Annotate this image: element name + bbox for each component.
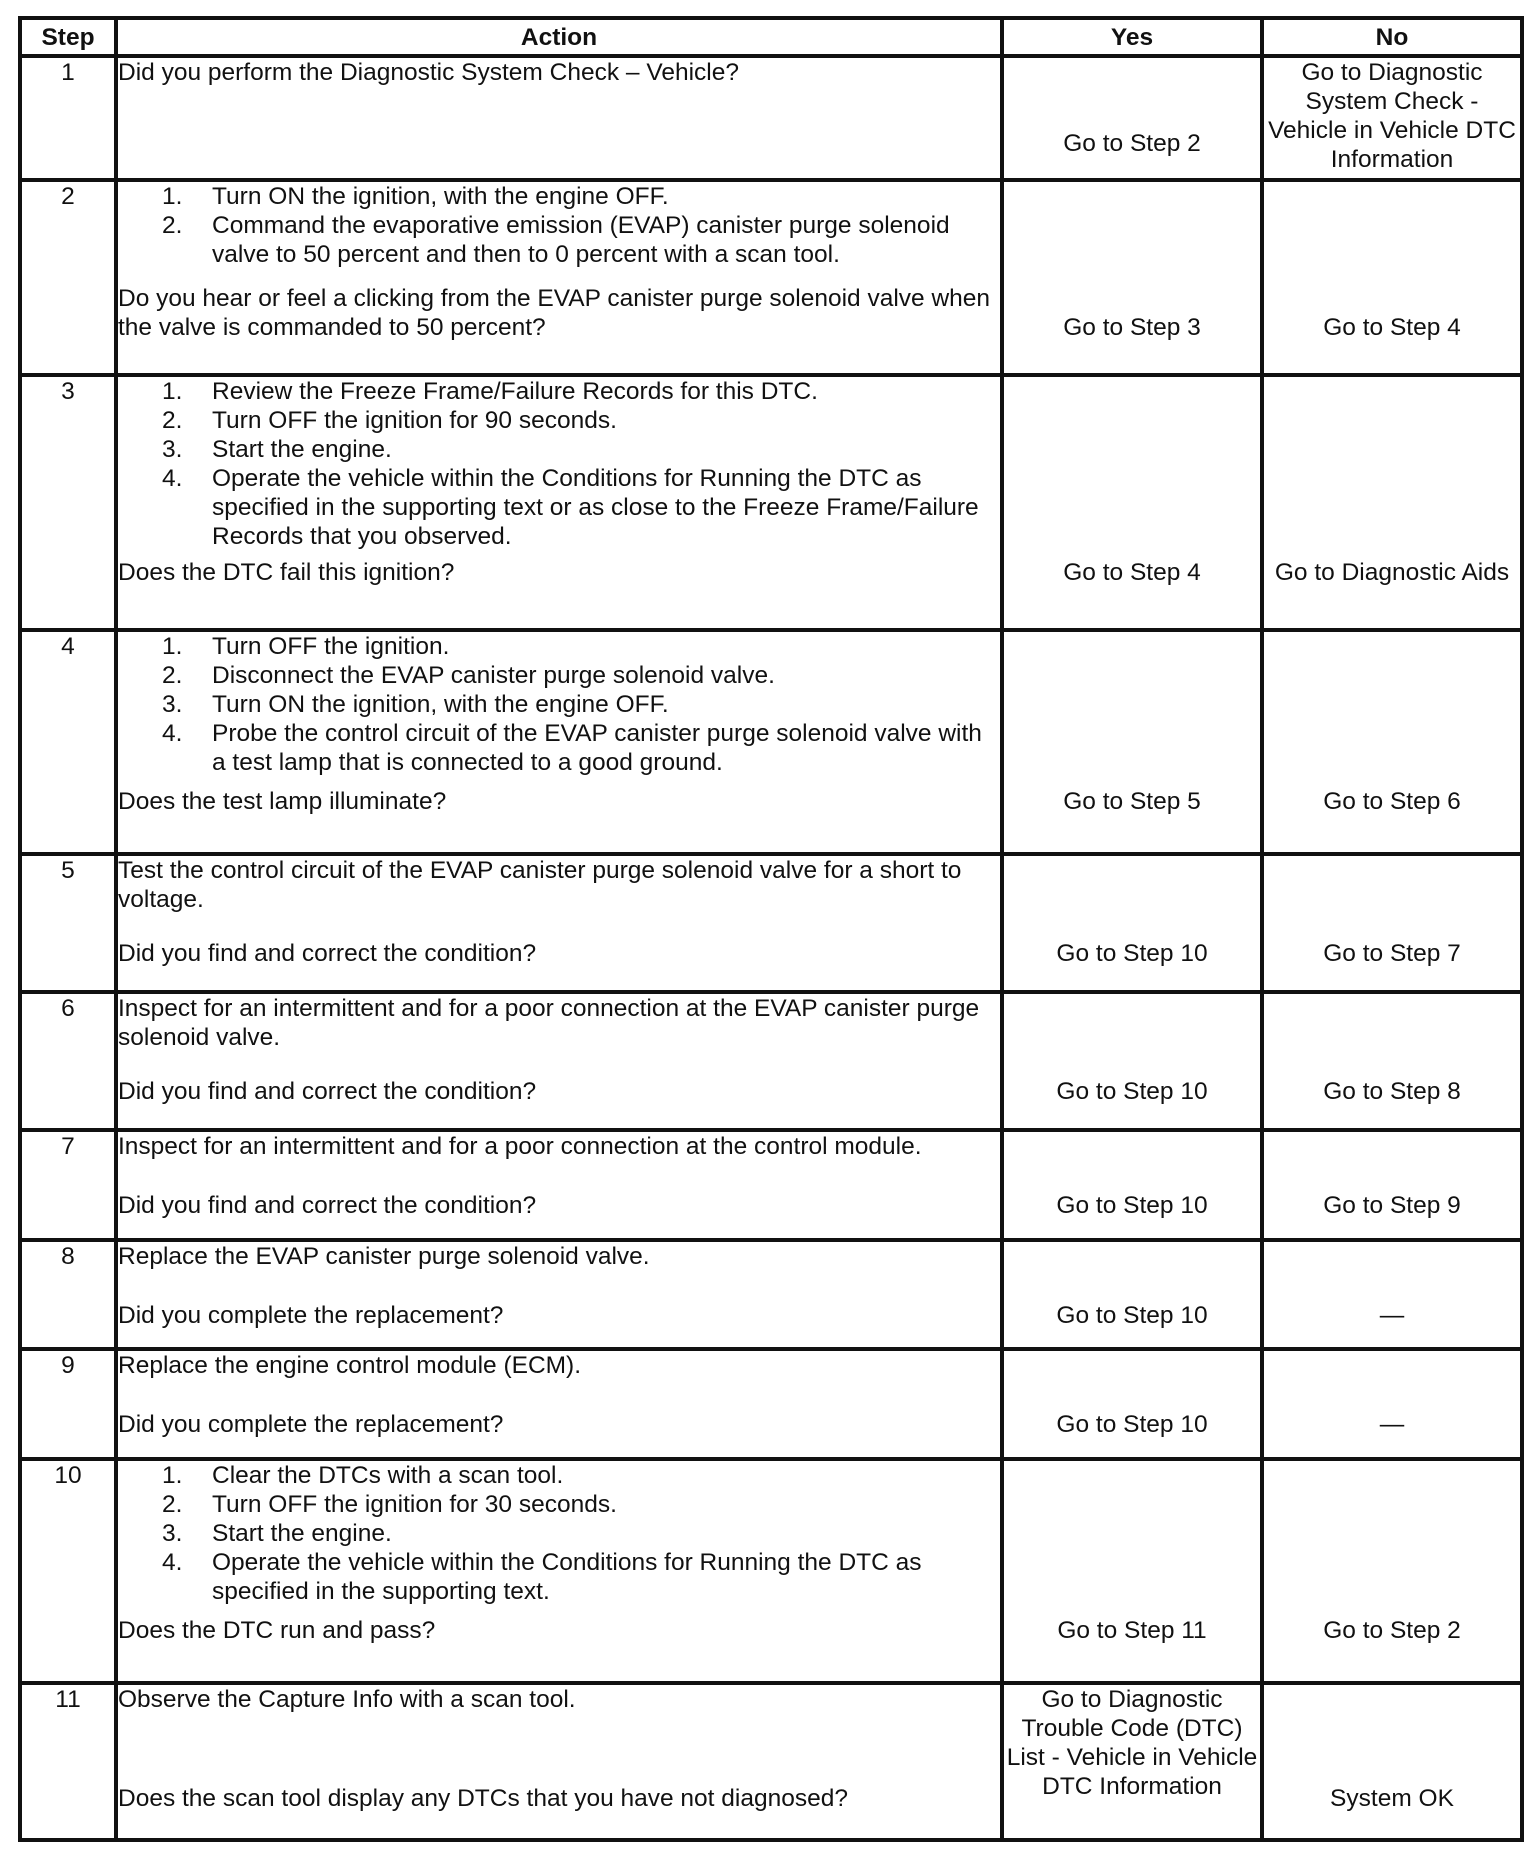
action-step-text: Review the Freeze Frame/Failure Records for this DTC. bbox=[212, 378, 818, 406]
action-step-item bbox=[118, 1461, 1000, 1490]
step-number: 4 bbox=[20, 630, 116, 854]
yes-action: Go to Step 10 bbox=[1056, 1301, 1208, 1329]
action-step-item bbox=[118, 632, 1000, 661]
no-cell bbox=[1262, 630, 1522, 854]
no-cell bbox=[1262, 1459, 1522, 1683]
diagnostic-table bbox=[18, 16, 1524, 1842]
action-question: Did you complete the replacement? bbox=[118, 1301, 504, 1329]
action-cell bbox=[116, 1683, 1002, 1840]
action-step-text: Operate the vehicle within the Conditions for Running the DTC as specified in the supporting text. bbox=[212, 1548, 922, 1605]
no-action: System OK bbox=[1330, 1784, 1454, 1812]
action-step-item bbox=[118, 406, 1000, 435]
action-step-item bbox=[118, 690, 1000, 719]
step-number: 3 bbox=[20, 375, 116, 630]
yes-action: Go to Step 5 bbox=[1063, 787, 1201, 815]
yes-action: Go to Step 3 bbox=[1063, 313, 1201, 341]
no-action: — bbox=[1379, 1301, 1405, 1329]
action-question: Do you hear or feel a clicking from the EVAP canister purge solenoid valve when the valve is commanded to 50 percent? bbox=[118, 284, 991, 341]
action-step-number: 2. bbox=[162, 407, 183, 435]
no-cell bbox=[1262, 1130, 1522, 1240]
step-number: 10 bbox=[20, 1459, 116, 1683]
no-action: — bbox=[1379, 1411, 1405, 1439]
action-cell bbox=[116, 1240, 1002, 1350]
action-step-number: 3. bbox=[162, 690, 183, 718]
action-step-item bbox=[118, 661, 1000, 690]
action-cell bbox=[116, 992, 1002, 1130]
action-instruction: Test the control circuit of the EVAP canister purge solenoid valve for a short to voltage. bbox=[118, 856, 962, 913]
action-step-number: 1. bbox=[162, 378, 183, 406]
action-question: Does the DTC run and pass? bbox=[118, 1616, 436, 1644]
action-cell bbox=[116, 1130, 1002, 1240]
action-step-item bbox=[118, 1490, 1000, 1519]
step-number: 8 bbox=[20, 1240, 116, 1350]
action-step-number: 4. bbox=[162, 465, 183, 493]
action-cell bbox=[116, 1349, 1002, 1459]
no-action: Go to Step 6 bbox=[1323, 787, 1461, 815]
table-row bbox=[20, 1459, 1522, 1683]
yes-action: Go to Step 2 bbox=[1063, 130, 1201, 157]
yes-cell bbox=[1002, 992, 1262, 1130]
table-row bbox=[20, 1349, 1522, 1459]
action-step-text: Command the evaporative emission (EVAP) canister purge solenoid valve to 50 percent and then to 0 percent with a scan tool. bbox=[212, 211, 950, 268]
action-step-text: Start the engine. bbox=[212, 436, 392, 464]
action-cell bbox=[116, 854, 1002, 992]
action-step-text: Turn ON the ignition, with the engine OFF. bbox=[212, 182, 669, 210]
step-number: 9 bbox=[20, 1349, 116, 1459]
action-step-item bbox=[118, 211, 1000, 269]
action-step-number: 4. bbox=[162, 1548, 183, 1576]
action-step-item bbox=[118, 1548, 1000, 1606]
no-action: Go to Diagnostic Aids bbox=[1274, 559, 1510, 587]
action-question: Did you find and correct the condition? bbox=[118, 1192, 537, 1220]
action-step-item bbox=[118, 464, 1000, 551]
action-step-number: 3. bbox=[162, 1519, 183, 1547]
yes-cell bbox=[1002, 854, 1262, 992]
action-steps-list bbox=[118, 632, 1000, 777]
table-row bbox=[20, 180, 1522, 375]
action-question: Did you find and correct the condition? bbox=[118, 1078, 537, 1106]
action-question: Did you complete the replacement? bbox=[118, 1411, 504, 1439]
action-step-text: Probe the control circuit of the EVAP canister purge solenoid valve with a test lamp that is connected to a good ground. bbox=[212, 719, 982, 776]
header-row bbox=[20, 18, 1522, 56]
action-question: Does the DTC fail this ignition? bbox=[118, 559, 455, 587]
action-step-number: 4. bbox=[162, 719, 183, 747]
yes-action: Go to Step 10 bbox=[1056, 1078, 1208, 1106]
action-cell bbox=[116, 1459, 1002, 1683]
yes-cell bbox=[1002, 1683, 1262, 1840]
table-row bbox=[20, 854, 1522, 992]
action-step-text: Turn OFF the ignition for 30 seconds. bbox=[212, 1490, 617, 1518]
no-cell bbox=[1262, 1240, 1522, 1350]
no-action: Go to Step 8 bbox=[1323, 1078, 1461, 1106]
step-number: 2 bbox=[20, 180, 116, 375]
action-cell bbox=[116, 180, 1002, 375]
step-number: 7 bbox=[20, 1130, 116, 1240]
yes-cell bbox=[1002, 56, 1262, 180]
no-action: Go to Step 7 bbox=[1323, 939, 1461, 967]
no-cell bbox=[1262, 992, 1522, 1130]
yes-cell bbox=[1002, 1130, 1262, 1240]
yes-action: Go to Step 10 bbox=[1056, 1411, 1208, 1439]
action-step-number: 2. bbox=[162, 661, 183, 689]
no-action: Go to Step 2 bbox=[1323, 1616, 1461, 1644]
table-row bbox=[20, 992, 1522, 1130]
header-yes: Yes bbox=[1002, 18, 1262, 56]
action-step-item bbox=[118, 435, 1000, 464]
action-cell bbox=[116, 375, 1002, 630]
table-row bbox=[20, 375, 1522, 630]
action-step-text: Turn ON the ignition, with the engine OFF. bbox=[212, 690, 669, 718]
action-instruction: Did you perform the Diagnostic System Check – Vehicle? bbox=[118, 59, 739, 86]
step-number: 6 bbox=[20, 992, 116, 1130]
table-row bbox=[20, 1240, 1522, 1350]
action-step-text: Start the engine. bbox=[212, 1519, 392, 1547]
action-step-text: Clear the DTCs with a scan tool. bbox=[212, 1461, 564, 1489]
action-step-text: Disconnect the EVAP canister purge solenoid valve. bbox=[212, 661, 775, 689]
action-steps-list bbox=[118, 1461, 1000, 1606]
action-step-number: 1. bbox=[162, 182, 183, 210]
action-step-number: 2. bbox=[162, 211, 183, 239]
action-step-item bbox=[118, 377, 1000, 406]
table-row bbox=[20, 630, 1522, 854]
yes-cell bbox=[1002, 375, 1262, 630]
no-cell bbox=[1262, 1683, 1522, 1840]
action-step-item bbox=[118, 182, 1000, 211]
no-action: Go to Step 4 bbox=[1323, 313, 1461, 341]
action-step-number: 1. bbox=[162, 632, 183, 660]
action-instruction: Inspect for an intermittent and for a poor connection at the EVAP canister purge solenoid valve. bbox=[118, 995, 980, 1052]
action-step-number: 3. bbox=[162, 436, 183, 464]
header-step: Step bbox=[20, 18, 116, 56]
table-row bbox=[20, 1683, 1522, 1840]
yes-action: Go to Step 10 bbox=[1056, 1192, 1208, 1220]
no-cell bbox=[1262, 180, 1522, 375]
yes-action: Go to Step 4 bbox=[1063, 559, 1201, 587]
no-cell bbox=[1262, 1349, 1522, 1459]
action-question: Does the test lamp illuminate? bbox=[118, 787, 447, 815]
action-step-item bbox=[118, 719, 1000, 777]
step-number: 5 bbox=[20, 854, 116, 992]
yes-cell bbox=[1002, 180, 1262, 375]
action-steps-list bbox=[118, 182, 1000, 269]
no-action: Go to Diagnostic System Check - Vehicle in Vehicle DTC Information bbox=[1268, 59, 1516, 173]
action-instruction: Replace the EVAP canister purge solenoid valve. bbox=[118, 1242, 650, 1270]
no-cell bbox=[1262, 56, 1522, 180]
yes-cell bbox=[1002, 1349, 1262, 1459]
action-cell bbox=[116, 56, 1002, 180]
yes-cell bbox=[1002, 630, 1262, 854]
action-step-text: Turn OFF the ignition. bbox=[212, 632, 450, 660]
action-step-number: 1. bbox=[162, 1461, 183, 1489]
action-steps-list bbox=[118, 377, 1000, 551]
action-instruction: Observe the Capture Info with a scan tool. bbox=[118, 1685, 576, 1713]
action-question: Does the scan tool display any DTCs that you have not diagnosed? bbox=[118, 1784, 848, 1812]
action-step-text: Operate the vehicle within the Conditions for Running the DTC as specified in the supporting text or as close to the Freeze Frame/Failure Records that you observed. bbox=[212, 465, 979, 551]
yes-action: Go to Step 11 bbox=[1057, 1616, 1207, 1644]
header-no: No bbox=[1262, 18, 1522, 56]
no-action: Go to Step 9 bbox=[1323, 1192, 1461, 1220]
action-step-text: Turn OFF the ignition for 90 seconds. bbox=[212, 407, 617, 435]
yes-cell bbox=[1002, 1240, 1262, 1350]
no-cell bbox=[1262, 854, 1522, 992]
table-row bbox=[20, 1130, 1522, 1240]
yes-cell bbox=[1002, 1459, 1262, 1683]
action-instruction: Inspect for an intermittent and for a poor connection at the control module. bbox=[118, 1133, 922, 1161]
header-action: Action bbox=[116, 18, 1002, 56]
action-step-number: 2. bbox=[162, 1490, 183, 1518]
action-instruction: Replace the engine control module (ECM). bbox=[118, 1352, 582, 1380]
yes-action: Go to Diagnostic Trouble Code (DTC) List - Vehicle in Vehicle DTC Information bbox=[1006, 1685, 1258, 1800]
no-cell bbox=[1262, 375, 1522, 630]
action-step-item bbox=[118, 1519, 1000, 1548]
action-question: Did you find and correct the condition? bbox=[118, 939, 537, 967]
step-number: 1 bbox=[20, 56, 116, 180]
yes-action: Go to Step 10 bbox=[1056, 939, 1208, 967]
table-row bbox=[20, 56, 1522, 180]
action-cell bbox=[116, 630, 1002, 854]
step-number: 11 bbox=[20, 1683, 116, 1840]
table-body bbox=[20, 56, 1522, 1840]
